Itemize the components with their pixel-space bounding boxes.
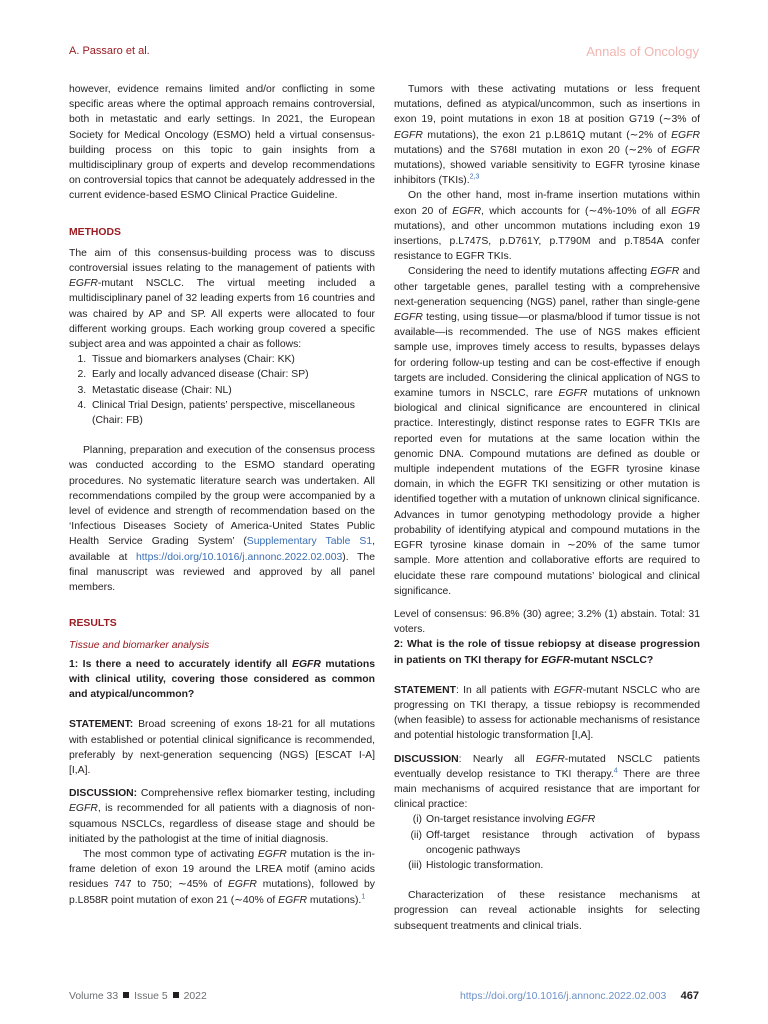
resistance-mechanisms-list bbox=[394, 812, 700, 873]
square-separator-icon bbox=[173, 992, 179, 998]
subsection-heading: Tissue and biomarker analysis bbox=[69, 639, 210, 651]
question-1: 1: Is there a need to accurately identify all EGFR mutations with clinical utility, covering those considered as common and atypical/uncommon? bbox=[69, 658, 375, 701]
discussion-1: DISCUSSION: Comprehensive reflex biomarker testing, including EGFR, is recommended for all patients with a diagnosis of non-squamous NSCLCs, regardless of disease stage and should be initiated by the pathologist at the time of initial diagnosis. bbox=[69, 788, 375, 845]
list-item: 1. Tissue and biomarkers analyses (Chair: KK) bbox=[89, 352, 375, 367]
list-item: 4. Clinical Trial Design, patients’ perspective, miscellaneous (Chair: FB) bbox=[89, 398, 375, 428]
ngs-paragraph: Considering the need to identify mutations affecting EGFR and other targetable genes, parallel testing with a comprehensive next-generation sequencing (NGS) panel, rather than single-gene EGFR testing, using tissue—or plasma/blood if tumor tissue is not available—is recommended. The use of NGS makes efficient sample use, improves timely access to results, bypasses delays for ordering follow-up testing and can be cost-effective if enough targets are included. Considering the clinical application of NGS to examine tumors in NSCLC, rare EGFR mutations of unknown biological and clinical significance are encountered in clinical practice. Interestingly, distinct response rates to EGFR TKIs are reported even for mutations at the same location within the genomic DNA. Compound mutations are defined as double or multiple independent mutations of the EGFR tyrosine kinase domain, in which the EGFR TKI sensitizing or other mutation is identified together with a mutation of unknown clinical significance. Advances in tumor genotyping methodology provide a higher probability of identifying atypical and compound mutations in the EGFR tyrosine kinase domain in ∼20% of the same tumor sample. More attention and collaborative efforts are required to elucidate these rare compound mutations’ biological and clinical significance. bbox=[394, 266, 701, 597]
footer-volume-info bbox=[69, 991, 207, 1002]
running-head-author: A. Passaro et al. bbox=[69, 45, 150, 57]
left-column bbox=[69, 82, 375, 908]
footer-doi-link[interactable]: https://doi.org/10.1016/j.annonc.2022.02.003 bbox=[460, 991, 667, 1002]
statement-2: STATEMENT: In all patients with EGFR-mutant NSCLC who are progressing on TKI therapy, a tissue rebiopsy is recommended (when feasible) to assess for actionable mechanisms of resistance and potential histologic transformation [I,A]. bbox=[394, 684, 700, 742]
year-label: 2022 bbox=[183, 991, 207, 1002]
reference-link[interactable]: 1 bbox=[361, 893, 366, 901]
characterization-paragraph: Characterization of these resistance mechanisms at progression can reveal actionable insights for selecting subsequent treatments and clinical trials. bbox=[394, 890, 700, 932]
list-item: 2. Early and locally advanced disease (Chair: SP) bbox=[89, 367, 375, 382]
common-mutations-paragraph: The most common type of activating EGFR mutation is the in-frame deletion of exon 19 around the LREA motif (amino acids residues 747 to 750; ∼45% of EGFR mutations), followed by p.L858R point mutation of exon 21 (∼40% of EGFR mutations).$^1$ bbox=[69, 848, 375, 906]
discussion-2: DISCUSSION: Nearly all EGFR-mutated NSCLC patients eventually develop resistance to TKI therapy.$^4$ There are three main mechanisms of acquired resistance that are important for clinical practice: bbox=[394, 753, 700, 811]
methods-paragraph-2: Planning, preparation and execution of the consensus process was conducted according to the ESMO standard operating procedures. No systematic literature search was undertaken. All recommendations compiled by the group were accompanied by a level of evidence and strength of recommendation based on the ‘Infectious Diseases Society of America-United States Public Health Service Grading System’ (Supplementary Table S1, available at https://doi.org/10.1016/j.annonc.2022.02.003). The final manuscript was reviewed and approved by all panel members. bbox=[69, 445, 375, 594]
doi-link[interactable]: https://doi.org/10.1016/j.annonc.2022.02.003 bbox=[136, 551, 343, 563]
running-head-journal: Annals of Oncology bbox=[586, 44, 699, 59]
right-column bbox=[394, 82, 700, 934]
exon20-paragraph: On the other hand, most in-frame insertion mutations within exon 20 of EGFR, which accounts for (∼4%-10% of all EGFR mutations), and other uncommon mutations including exon 19 insertions, p.L747S, p.D761Y, p.T790M and p.T854A confer resistance to EGFR TKIs. bbox=[394, 190, 700, 263]
list-item: (iii) Histologic transformation. bbox=[408, 859, 544, 871]
atypical-mutations-paragraph: Tumors with these activating mutations or less frequent mutations, defined as atypical/uncommon, such as insertions in exon 19, point mutations in exon 18 at position G719 (∼3% of EGFR mutations), the exon 21 p.L861Q mutant (∼2% of EGFR mutations) and the S768I mutation in exon 20 (∼2% of EGFR mutations), showed variable sensitivity to EGFR tyrosine kinase inhibitors (TKIs).$^{2,3}$ bbox=[394, 84, 700, 187]
methods-paragraph-1: The aim of this consensus-building process was to discuss controversial issues relating to the management of patients with EGFR-mutant NSCLC. The virtual meeting included a multidisciplinary panel of 32 leading experts from 16 countries and was chaired by AP and SP. All experts were allocated to four different working groups. Each working group covered a specific subject area and was appointed a chair as follows: bbox=[69, 247, 375, 351]
reference-link[interactable]: 2,3 bbox=[469, 173, 480, 181]
intro-paragraph: however, evidence remains limited and/or conflicting in some specific areas where the optimal approach remains controversial, both in metastatic and early settings. In 2021, the European Society for Medical Oncology (ESMO) held a virtual consensus-building process on this topic to gain insights from a multidisciplinary group of experts and develop recommendations on controversial topics that cannot be adequately addressed in the current evidence-based ESMO Clinical Practice Guideline. bbox=[69, 84, 375, 202]
methods-heading: METHODS bbox=[69, 226, 121, 238]
working-groups-list bbox=[69, 352, 375, 428]
reference-link[interactable]: 4 bbox=[613, 767, 618, 775]
square-separator-icon bbox=[123, 992, 129, 998]
statement-1: STATEMENT: Broad screening of exons 18-21 for all mutations with established or potential clinical significance is recommended, preferably by next-generation sequencing (NGS) [ESCAT I-A] [I,A]. bbox=[69, 719, 375, 776]
question-2: 2: What is the role of tissue rebiopsy at disease progression in patients on TKI therapy for EGFR-mutant NSCLC? bbox=[394, 639, 700, 666]
list-item: (i) On-target resistance involving EGFR bbox=[412, 814, 596, 826]
volume-label: Volume 33 bbox=[69, 991, 119, 1002]
issue-label: Issue 5 bbox=[134, 991, 168, 1002]
page-number: 467 bbox=[680, 990, 699, 1002]
list-item: 3. Metastatic disease (Chair: NL) bbox=[89, 383, 375, 398]
list-item: (ii) Off-target resistance through activation of bypass oncogenic pathways bbox=[410, 829, 700, 856]
supplementary-table-link[interactable]: Supplementary Table S1 bbox=[246, 536, 373, 548]
consensus-level: Level of consensus: 96.8% (30) agree; 3.2% (1) abstain. Total: 31 voters. bbox=[394, 608, 700, 636]
results-heading: RESULTS bbox=[69, 618, 117, 630]
